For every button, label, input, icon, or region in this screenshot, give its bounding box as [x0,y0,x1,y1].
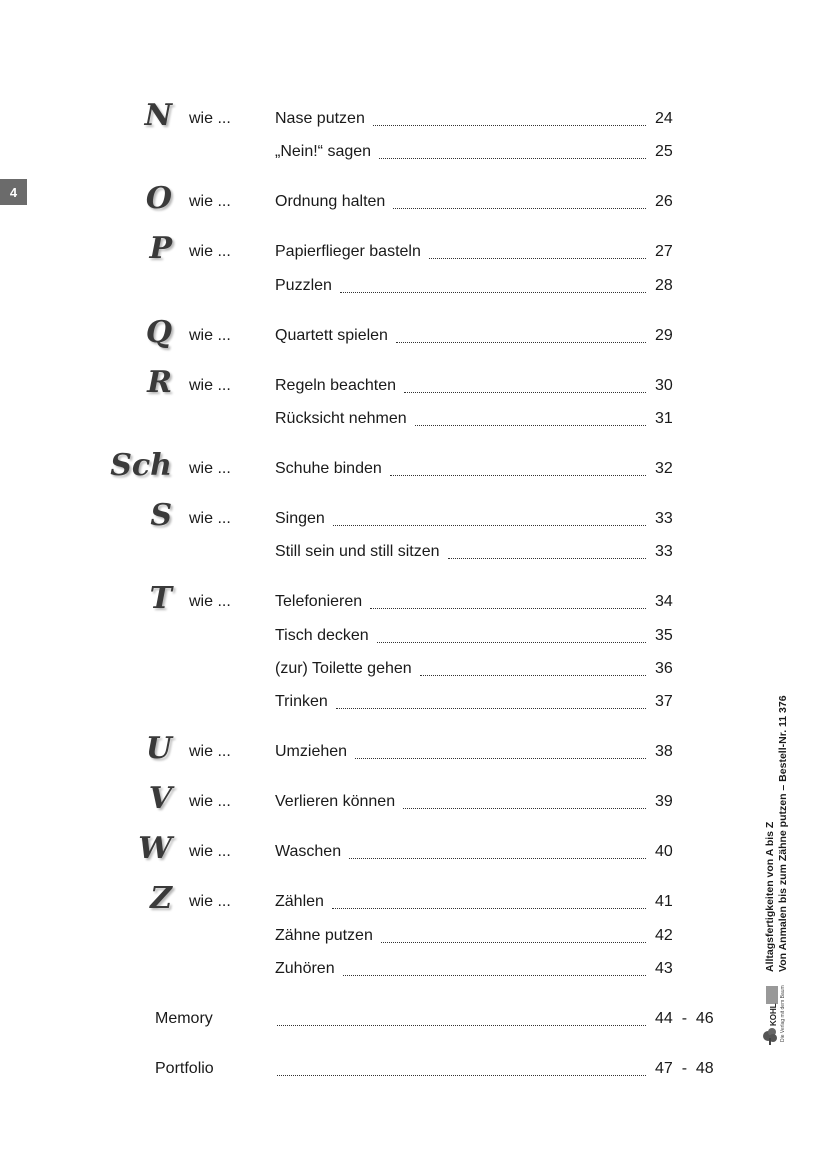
toc-page-number: 30 [655,377,673,394]
toc-row [0,498,827,533]
wie-label: wie ... [189,510,231,527]
section-letter: N [144,98,172,133]
toc-entry: „Nein!“ sagen [275,143,372,160]
toc-row [0,657,827,681]
dot-leader [373,124,646,126]
dot-leader [396,341,646,343]
toc-row [0,274,827,298]
toc-page-number: 33 [655,543,673,560]
toc-entry: Telefonieren [275,593,363,610]
toc-page-number: 42 [655,927,673,944]
toc-entry: Quartett spielen [275,327,388,344]
toc-page-number: 34 [655,593,673,610]
toc-row [0,98,827,133]
wie-label: wie ... [189,793,231,810]
toc-entry: Regeln beachten [275,377,396,394]
toc-row [0,831,827,866]
toc-leader [275,457,646,481]
toc-page-number: 36 [655,660,673,677]
toc-row [0,731,827,766]
toc-row [0,540,827,564]
toc-page-number: 37 [655,693,673,710]
dot-leader [370,607,646,609]
toc-row [0,624,827,648]
toc-row [0,957,827,981]
toc-page-number: 35 [655,627,673,644]
toc-leader [275,324,646,348]
dot-leader [333,524,646,526]
toc-page-number: 43 [655,960,673,977]
dot-leader [355,757,646,759]
wie-label: wie ... [189,593,231,610]
toc-leader [275,924,646,948]
toc-leader [275,407,646,431]
dot-leader [393,207,646,209]
toc-entry: Trinken [275,693,328,710]
toc-leader [275,790,646,814]
toc-page-number: 40 [655,843,673,860]
publisher-tagline: Die Verlag mit dem Baum [780,985,786,1042]
toc-page-number: 31 [655,410,673,427]
toc-entry: Waschen [275,843,342,860]
toc-page-number: 32 [655,460,673,477]
book-title: Alltagsfertigkeiten von A bis Z [764,821,776,972]
dot-leader [343,974,646,976]
toc-extra-row [0,1057,827,1081]
toc-leader [275,890,646,914]
section-letter: Sch [110,448,172,483]
wie-label: wie ... [189,193,231,210]
section-letter: O [145,181,172,216]
toc-row [0,181,827,216]
toc-entry: Zähne putzen [275,927,373,944]
toc-row [0,448,827,483]
dot-leader [403,807,646,809]
toc-page-number: 38 [655,743,673,760]
toc-entry: Nase putzen [275,110,365,127]
toc-entry: Singen [275,510,325,527]
dot-leader [381,941,646,943]
extra-label: Portfolio [155,1060,214,1077]
toc-entry: Zuhören [275,960,335,977]
section-letter: U [145,731,172,766]
toc-leader [275,657,646,681]
dot-leader [429,257,646,259]
toc-row [0,231,827,266]
dot-leader [390,474,646,476]
book-info-text [764,695,790,972]
toc-entry: Umziehen [275,743,348,760]
dot-leader [332,907,646,909]
wie-label: wie ... [189,893,231,910]
dot-leader [404,391,646,393]
toc-page-number: 41 [655,893,673,910]
toc-row [0,581,827,616]
section-letter: W [138,831,172,866]
toc-entry: (zur) Toilette gehen [275,660,412,677]
section-letter: Q [145,315,172,350]
toc-entry: Ordnung halten [275,193,386,210]
wie-label: wie ... [189,243,231,260]
toc-entry: Verlieren können [275,793,396,810]
toc-page-number: 29 [655,327,673,344]
toc-page-range: 47 - 48 [655,1060,714,1077]
dot-leader [448,557,646,559]
dot-leader [340,291,646,293]
toc-entry: Zählen [275,893,324,910]
toc-entry: Papierflieger basteln [275,243,421,260]
publisher-logo [762,984,788,1046]
dot-leader [377,641,646,643]
dot-leader [277,1074,646,1076]
toc-row [0,690,827,714]
toc-row [0,315,827,350]
toc-entry: Tisch decken [275,627,369,644]
toc-leader [277,1007,646,1031]
toc-page-number: 26 [655,193,673,210]
wie-label: wie ... [189,327,231,344]
section-letter: P [149,231,172,266]
section-letter: Z [150,881,172,916]
toc-page-number: 28 [655,277,673,294]
toc-leader [275,840,646,864]
dot-leader [379,157,646,159]
toc-page-number: 39 [655,793,673,810]
toc-leader [275,240,646,264]
toc-leader [275,374,646,398]
toc-leader [275,624,646,648]
publisher-name: KOHL [769,1003,778,1026]
toc-entry: Rücksicht nehmen [275,410,407,427]
toc-leader [275,274,646,298]
toc-leader [275,740,646,764]
toc-leader [277,1057,646,1081]
page-number-tab: 4 [0,179,27,205]
section-letter: R [147,365,172,400]
toc-page-number: 24 [655,110,673,127]
toc-row [0,407,827,431]
toc-leader [275,957,646,981]
toc-row [0,924,827,948]
wie-label: wie ... [189,110,231,127]
dot-leader [415,424,646,426]
dot-leader [349,857,646,859]
toc-row [0,781,827,816]
dot-leader [336,707,646,709]
toc-entry: Schuhe binden [275,460,382,477]
toc-leader [275,540,646,564]
wie-label: wie ... [189,377,231,394]
dot-leader [420,674,646,676]
toc-row [0,140,827,164]
toc-row [0,881,827,916]
toc-leader [275,690,646,714]
dot-leader [277,1024,646,1026]
toc-page-number: 33 [655,510,673,527]
toc-leader [275,140,646,164]
toc-entry: Puzzlen [275,277,332,294]
toc-leader [275,107,646,131]
toc-page-number: 25 [655,143,673,160]
book-subtitle-order: Von Anmalen bis zum Zähne putzen – Bestell-Nr. 11 376 [777,695,789,972]
section-letter: S [150,498,172,533]
section-letter: V [148,781,172,816]
wie-label: wie ... [189,460,231,477]
toc-extra-row [0,1007,827,1031]
toc-leader [275,190,646,214]
toc-leader [275,590,646,614]
toc-page-number: 27 [655,243,673,260]
toc-page-range: 44 - 46 [655,1010,714,1027]
section-letter: T [149,581,172,616]
wie-label: wie ... [189,743,231,760]
toc-entry: Still sein und still sitzen [275,543,440,560]
toc-row [0,365,827,400]
toc-leader [275,507,646,531]
extra-label: Memory [155,1010,213,1027]
wie-label: wie ... [189,843,231,860]
